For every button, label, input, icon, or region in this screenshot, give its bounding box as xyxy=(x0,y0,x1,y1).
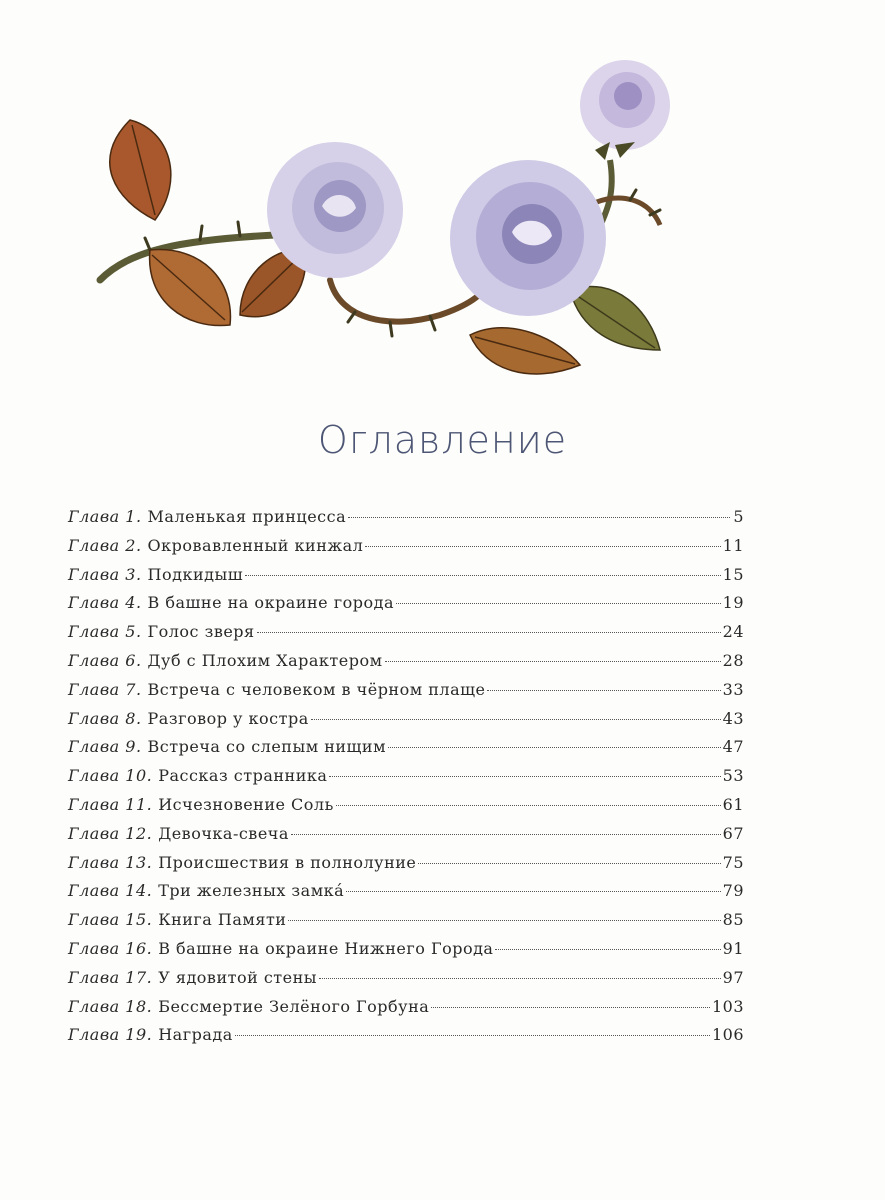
page-number: 53 xyxy=(722,766,744,786)
page-title: Оглавление xyxy=(317,418,568,462)
toc-entry[interactable] xyxy=(68,964,744,993)
dot-leader xyxy=(288,920,720,921)
dot-leader xyxy=(495,949,720,950)
chapter-title: Разговор у костра xyxy=(147,708,309,728)
toc-entry[interactable] xyxy=(68,705,744,734)
chapter-title: Бессмертие Зелёного Горбуна xyxy=(158,996,430,1016)
chapter-title: У ядовитой стены xyxy=(158,967,318,987)
chapter-title: Подкидыш xyxy=(147,564,244,584)
chapter-title: Книга Памяти xyxy=(158,910,287,930)
chapter-title: Маленькая принцесса xyxy=(147,507,347,526)
dot-leader xyxy=(365,546,720,547)
page-number: 5 xyxy=(733,507,744,526)
dot-leader xyxy=(418,863,720,864)
page-number: 19 xyxy=(722,593,744,613)
page-number: 103 xyxy=(711,996,744,1016)
chapter-label: Глава 1. xyxy=(68,507,142,526)
dot-leader xyxy=(257,632,721,633)
page-number: 67 xyxy=(722,823,744,843)
chapter-title: Три железных замка́ xyxy=(158,881,345,901)
toc-entry[interactable] xyxy=(68,762,744,791)
dot-leader xyxy=(385,661,721,662)
toc-entry[interactable] xyxy=(68,532,744,561)
dot-leader xyxy=(311,719,721,720)
page-number: 106 xyxy=(711,1025,744,1045)
toc-entry[interactable] xyxy=(68,791,744,820)
table-of-contents xyxy=(68,503,744,1050)
dot-leader xyxy=(235,1035,710,1036)
dot-leader xyxy=(291,834,721,835)
dot-leader xyxy=(431,1007,710,1008)
chapter-title: В башне на окраине Нижнего Города xyxy=(158,938,494,958)
chapter-label: Глава 14. xyxy=(68,881,153,901)
toc-entry[interactable] xyxy=(68,561,744,590)
chapter-title: Исчезновение Соль xyxy=(158,794,334,814)
chapter-title: В башне на окраине города xyxy=(147,593,395,613)
toc-entry[interactable] xyxy=(68,993,744,1022)
page-number: 15 xyxy=(722,564,744,584)
chapter-title: Награда xyxy=(158,1025,233,1045)
toc-entry[interactable] xyxy=(68,820,744,849)
dot-leader xyxy=(487,690,720,691)
chapter-label: Глава 12. xyxy=(68,823,153,843)
dot-leader xyxy=(245,575,721,576)
toc-entry[interactable] xyxy=(68,1021,744,1050)
page-number: 24 xyxy=(722,622,744,642)
dot-leader xyxy=(396,603,721,604)
chapter-title: Рассказ странника xyxy=(158,766,328,786)
dot-leader xyxy=(388,747,721,748)
chapter-label: Глава 2. xyxy=(68,535,142,555)
chapter-title: Окровавленный кинжал xyxy=(147,535,364,555)
roses-and-leaves-decoration-icon xyxy=(90,50,690,400)
chapter-label: Глава 17. xyxy=(68,967,153,987)
page-number: 79 xyxy=(722,881,744,901)
chapter-label: Глава 5. xyxy=(68,622,142,642)
chapter-label: Глава 19. xyxy=(68,1025,153,1045)
page-number: 47 xyxy=(722,737,744,757)
chapter-title: Голос зверя xyxy=(147,622,255,642)
chapter-label: Глава 10. xyxy=(68,766,153,786)
page-number: 28 xyxy=(722,650,744,670)
chapter-label: Глава 7. xyxy=(68,679,142,699)
chapter-title: Происшествия в полнолуние xyxy=(158,852,417,872)
chapter-label: Глава 3. xyxy=(68,564,142,584)
page-number: 97 xyxy=(722,967,744,987)
page-number: 91 xyxy=(722,938,744,958)
chapter-title: Встреча с человеком в чёрном плаще xyxy=(147,679,486,699)
chapter-label: Глава 15. xyxy=(68,910,153,930)
toc-entry[interactable] xyxy=(68,503,744,532)
chapter-label: Глава 18. xyxy=(68,996,153,1016)
page-number: 85 xyxy=(722,910,744,930)
chapter-title: Дуб с Плохим Характером xyxy=(147,650,383,670)
chapter-label: Глава 8. xyxy=(68,708,142,728)
dot-leader xyxy=(319,978,721,979)
toc-entry[interactable] xyxy=(68,935,744,964)
page-number: 43 xyxy=(722,708,744,728)
chapter-label: Глава 13. xyxy=(68,852,153,872)
chapter-label: Глава 16. xyxy=(68,938,153,958)
page-number: 33 xyxy=(722,679,744,699)
chapter-title: Девочка-свеча xyxy=(158,823,289,843)
page-number: 61 xyxy=(722,794,744,814)
toc-entry[interactable] xyxy=(68,589,744,618)
toc-entry[interactable] xyxy=(68,849,744,878)
chapter-label: Глава 6. xyxy=(68,650,142,670)
dot-leader xyxy=(348,517,730,518)
toc-entry[interactable] xyxy=(68,877,744,906)
toc-entry[interactable] xyxy=(68,906,744,935)
page-number: 11 xyxy=(722,535,744,555)
chapter-title: Встреча со слепым нищим xyxy=(147,737,387,757)
toc-entry[interactable] xyxy=(68,647,744,676)
toc-entry[interactable] xyxy=(68,618,744,647)
chapter-label: Глава 11. xyxy=(68,794,153,814)
chapter-label: Глава 4. xyxy=(68,593,142,613)
dot-leader xyxy=(346,891,720,892)
page-number: 75 xyxy=(722,852,744,872)
toc-entry[interactable] xyxy=(68,676,744,705)
toc-entry[interactable] xyxy=(68,733,744,762)
dot-leader xyxy=(336,805,721,806)
chapter-label: Глава 9. xyxy=(68,737,142,757)
dot-leader xyxy=(329,776,720,777)
